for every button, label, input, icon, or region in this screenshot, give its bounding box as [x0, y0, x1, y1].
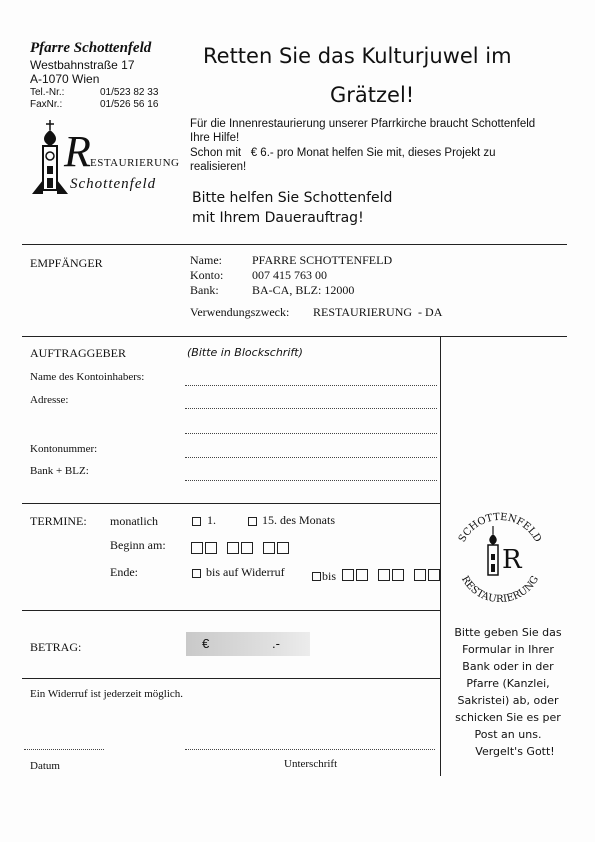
begin-date-boxes[interactable]: [191, 539, 291, 557]
logo-line2: Schottenfeld: [70, 176, 157, 192]
intro-p1b: Ihre Hilfe!: [190, 132, 240, 144]
client-section-label: AUFTRAGGEBER: [30, 346, 127, 360]
monthly-label: monatlich: [110, 514, 158, 528]
day1-label: 1.: [207, 513, 216, 527]
divider-footer: [22, 678, 440, 679]
purpose-value: RESTAURIERUNG - DA: [313, 305, 443, 319]
recipient-account-label: Konto:: [190, 268, 224, 282]
amount-currency: €: [202, 636, 210, 651]
address-field-1[interactable]: [185, 408, 437, 409]
headline-line1: Retten Sie das Kulturjuwel im: [203, 44, 512, 68]
appeal-line1: Bitte helfen Sie Schottenfeld: [192, 190, 393, 206]
amount-suffix: .-: [272, 636, 280, 651]
divider-terms: [22, 503, 440, 504]
client-hint: (Bitte in Blockschrift): [187, 346, 303, 359]
sender-name: Pfarre Schottenfeld: [30, 40, 152, 56]
until-checkbox[interactable]: [312, 572, 321, 581]
recipient-bank-label: Bank:: [190, 283, 219, 297]
divider-amount: [22, 610, 440, 611]
intro-p1a: Für die Innenrestaurierung unserer Pfarrkirche braucht Schottenfeld: [190, 118, 536, 130]
address-field-2[interactable]: [185, 433, 437, 434]
intro-p2a: Schon mit € 6.- pro Monat helfen Sie mit, dieses Projekt zu: [190, 147, 496, 159]
account-number-field[interactable]: [185, 457, 437, 458]
recipient-account: 007 415 763 00: [252, 268, 327, 282]
stamp-letter: R: [502, 545, 522, 575]
until-label: bis: [322, 569, 337, 583]
fax-label: FaxNr.:: [30, 99, 63, 110]
appeal-line2: mit Ihrem Dauerauftrag!: [192, 210, 364, 226]
svg-text:SCHOTTENFELD: [457, 512, 543, 544]
recipient-name: PFARRE SCHOTTENFELD: [252, 253, 393, 267]
signature-label: Unterschrift: [284, 758, 338, 770]
note-line: Post an uns.: [474, 728, 542, 741]
revocation-note: Ein Widerruf ist jederzeit möglich.: [30, 688, 184, 700]
recipient-section-label: EMPFÄNGER: [30, 256, 103, 270]
note-line: Vergelt's Gott!: [475, 745, 555, 758]
note-line: Sakristei) ab, oder: [457, 694, 559, 707]
stamp-top-text: SCHOTTENFELD: [456, 511, 544, 545]
headline-line2: Grätzel!: [330, 83, 415, 107]
tel-label: Tel.-Nr.:: [30, 87, 65, 98]
day15-label: 15. des Monats: [262, 513, 335, 527]
purpose-label: Verwendungszweck:: [190, 305, 290, 319]
amount-label: BETRAG:: [30, 640, 82, 654]
date-field[interactable]: [24, 749, 104, 750]
end-date-boxes[interactable]: [342, 566, 442, 584]
logo-line1: ESTAURIERUNG: [90, 157, 180, 169]
note-line: schicken Sie es per: [455, 711, 561, 724]
address-label: Adresse:: [30, 394, 69, 406]
account-number-label: Kontonummer:: [30, 443, 98, 455]
bank-label: Bank + BLZ:: [30, 465, 89, 477]
intro-p2b: realisieren!: [190, 161, 247, 173]
terms-section-label: TERMINE:: [30, 514, 87, 528]
amount-field[interactable]: [186, 632, 310, 656]
until-revoke-label: bis auf Widerruf: [206, 565, 285, 579]
logo-r: R: [64, 127, 91, 176]
holder-label: Name des Kontoinhabers:: [30, 371, 145, 383]
tel-number: 01/523 82 33: [100, 87, 159, 98]
note-line: Formular in Ihrer: [462, 643, 554, 656]
note-line: Pfarre (Kanzlei,: [466, 677, 550, 690]
day15-checkbox[interactable]: [248, 517, 257, 526]
day1-checkbox[interactable]: [192, 517, 201, 526]
fax-number: 01/526 56 16: [100, 99, 159, 110]
stamp-bottom-text: RESTAURIERUNG: [458, 574, 542, 604]
until-revoke-checkbox[interactable]: [192, 569, 201, 578]
bank-field[interactable]: [185, 480, 437, 481]
note-line: Bitte geben Sie das: [454, 626, 562, 639]
holder-field[interactable]: [185, 385, 437, 386]
sender-street: Westbahnstraße 17: [30, 58, 135, 72]
recipient-bank: BA-CA, BLZ: 12000: [252, 283, 355, 297]
recipient-name-label: Name:: [190, 253, 222, 267]
note-line: Bank oder in der: [462, 660, 554, 673]
date-label: Datum: [30, 760, 60, 772]
begin-label: Beginn am:: [110, 538, 166, 552]
end-label: Ende:: [110, 565, 138, 579]
svg-text:RESTAURIERUNG: [459, 574, 541, 604]
divider-recipient: [22, 244, 567, 245]
divider-client: [22, 336, 567, 337]
divider-vertical: [440, 336, 441, 776]
signature-field[interactable]: [185, 749, 435, 750]
sender-city: A-1070 Wien: [30, 72, 100, 86]
restoration-stamp: [448, 510, 552, 604]
instruction-note: [446, 624, 570, 760]
